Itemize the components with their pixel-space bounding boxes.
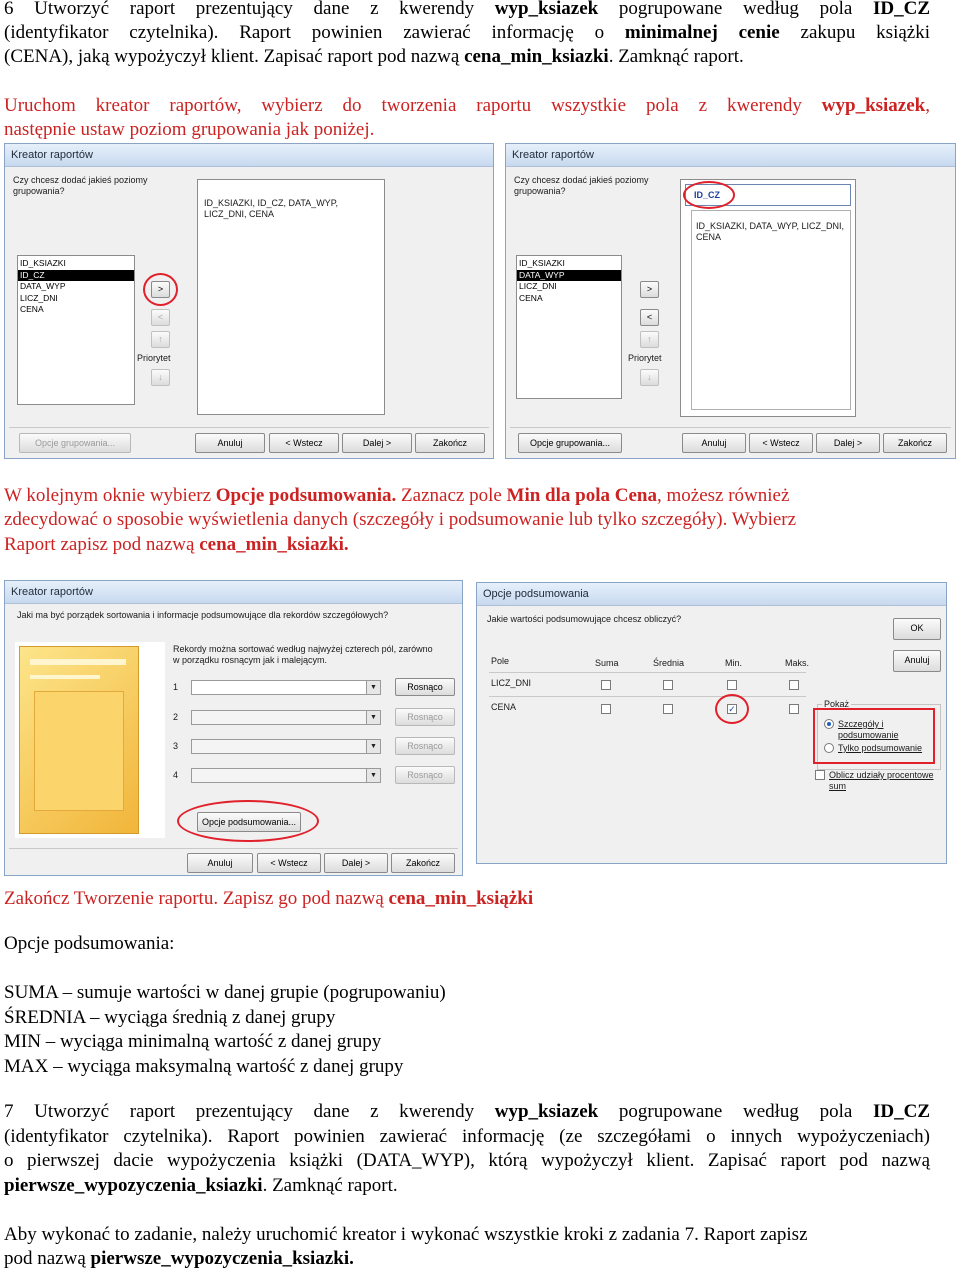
finish-button[interactable]: Zakończ <box>391 853 455 873</box>
highlight-summary-options <box>177 800 319 842</box>
bold-text-run: pierwsze_wypozyczenia_ksiazki. <box>90 1248 354 1269</box>
summary-question: Jakie wartości podsumowujące chcesz obliczyć? <box>487 614 682 624</box>
highlight-group-level <box>683 181 735 209</box>
text-run: (identyfikator czytelnika). Raport powinien zawierać informację o <box>4 22 625 43</box>
text-run: (CENA), jaką wypożyczył klient. Zapisać raport pod nazwą <box>4 46 465 67</box>
divider <box>510 427 951 428</box>
text-run: Uruchom kreator raportów, wybierz do tworzenia raportu wszystkie pola z kwerendy <box>4 95 822 116</box>
dialog-title: Opcje podsumowania <box>477 583 946 606</box>
priority-up-button[interactable] <box>640 331 659 348</box>
text-run: pogrupowane według pola <box>598 0 873 19</box>
summary-options-button[interactable]: Opcje podsumowania... <box>197 812 301 832</box>
group-level-label: ID_CZ <box>694 190 721 200</box>
col-sum-header: Suma <box>595 658 619 668</box>
col-min-header: Min. <box>725 658 743 668</box>
sort-order-button[interactable]: Rosnąco <box>395 766 455 784</box>
preview-text: ID_KSIAZKI, DATA_WYP, LICZ_DNI, CENA <box>696 221 845 242</box>
task6-line-3 <box>4 45 930 70</box>
sum-checkbox[interactable] <box>601 680 611 690</box>
list-item-selected[interactable]: DATA_WYP <box>517 270 621 282</box>
col-max-header: Maks. <box>785 658 810 668</box>
col-avg-header: Średnia <box>653 658 685 668</box>
arrow-down-icon: ↓ <box>647 372 652 382</box>
list-item-selected[interactable]: ID_CZ <box>18 270 134 282</box>
dialog-title: Kreator raportów <box>5 144 493 167</box>
sum-checkbox[interactable] <box>601 704 611 714</box>
priority-up-button[interactable] <box>151 331 170 348</box>
bold-text-run: ID_CZ <box>873 1101 931 1122</box>
remove-level-button[interactable]: < <box>151 309 170 326</box>
summary-item: ŚREDNIA – wyciąga średnią z danej grupy <box>4 1007 336 1028</box>
detail-box <box>691 210 851 410</box>
task7-line-1 <box>4 1100 930 1125</box>
divider <box>9 848 458 849</box>
summary-only-label: Tylko podsumowanie <box>838 743 923 753</box>
dialog-title: Kreator raportów <box>506 144 955 167</box>
add-level-button[interactable]: > <box>640 281 659 298</box>
divider <box>489 696 806 697</box>
arrow-up-icon: ↑ <box>647 334 652 344</box>
bold-text-run: pierwsze_wypozyczenia_ksiazki <box>4 1175 263 1196</box>
report-wizard-grouping-dialog-2 <box>505 143 956 459</box>
text-run: Raport zapisz pod nazwą <box>4 534 200 555</box>
text-run: W kolejnym oknie wybierz <box>4 485 216 506</box>
text-run: 7 Utworzyć raport prezentujący dane z kwerendy <box>4 1101 495 1122</box>
text-run: Aby wykonać to zadanie, należy uruchomić kreator i wykonać wszystkie kroki z zadania 7. Raport zapisz <box>4 1224 808 1245</box>
cancel-button[interactable]: Anuluj <box>682 433 746 453</box>
bold-text-run: Min dla pola Cena <box>506 485 657 506</box>
back-button[interactable]: < Wstecz <box>257 853 321 873</box>
priority-label: Priorytet <box>628 353 662 363</box>
max-checkbox[interactable] <box>789 704 799 714</box>
sorting-preview-image <box>15 642 165 838</box>
sort-field-combo[interactable] <box>191 710 381 725</box>
dialog-title: Kreator raportów <box>5 581 462 604</box>
next-button[interactable]: Dalej > <box>816 433 880 453</box>
text-run: Zakończ Tworzenie raportu. Zapisz go pod nazwą <box>4 888 389 909</box>
text-run: zdecydować o sposobie wyświetlenia danych (szczegóły i podsumowanie lub tylko szczegóły). Wybierz <box>4 509 797 530</box>
text-run: o pierwszej dacie wypożyczenia książki (DATA_WYP), którą wypożyczył klient. Zapisać raport pod nazwą <box>4 1150 930 1171</box>
text-run: Zaznacz pole <box>396 485 507 506</box>
sort-row-number: 1 <box>173 682 179 692</box>
bold-text-run: cena_min_ksiazki <box>464 46 609 67</box>
sort-order-button[interactable]: Rosnąco <box>395 737 455 755</box>
task6-line-1 <box>4 0 930 22</box>
text-run: . Zamknąć raport. <box>262 1175 398 1196</box>
text-run: pod nazwą <box>4 1248 91 1269</box>
detail-and-summary-label: Szczegóły i podsumowanie <box>838 719 899 740</box>
sort-order-button[interactable]: Rosnąco <box>395 708 455 726</box>
text-run: . Zamknąć raport. <box>608 46 744 67</box>
text-run: zakupu książki <box>779 22 930 43</box>
ok-button[interactable]: OK <box>893 618 941 640</box>
cancel-button[interactable]: Anuluj <box>893 650 941 672</box>
text-run: 6 Utworzyć raport prezentujący dane z kwerendy <box>4 0 495 19</box>
back-button[interactable]: < Wstecz <box>749 433 813 453</box>
bold-text-run: cena_min_książki <box>388 888 534 909</box>
text-run: , możesz również <box>656 485 790 506</box>
text-run: , <box>925 95 930 116</box>
text-run: następnie ustaw poziom grupowania jak poniżej. <box>4 119 375 140</box>
arrow-up-icon: ↑ <box>158 334 163 344</box>
grouping-preview <box>197 179 385 415</box>
grouping-question: Czy chcesz dodać jakieś poziomy grupowania? <box>514 175 649 196</box>
sort-order-button[interactable]: Rosnąco <box>395 678 455 696</box>
finish-button[interactable]: Zakończ <box>883 433 947 453</box>
col-field-header: Pole <box>491 656 510 666</box>
report-thumbnail <box>19 646 139 834</box>
sort-row-number: 4 <box>173 770 179 780</box>
summary-item: MIN – wyciąga minimalną wartość z danej grupy <box>4 1031 382 1052</box>
summary-options-dialog <box>476 582 947 864</box>
highlight-add-button <box>143 273 178 306</box>
sort-field-combo[interactable] <box>191 768 381 783</box>
bold-text-run: ID_CZ <box>873 0 931 19</box>
report-wizard-grouping-dialog-1 <box>4 143 494 459</box>
bold-text-run: wyp_ksiazek <box>494 0 599 19</box>
field-name: LICZ_DNI <box>491 678 532 688</box>
chevron-down-icon: ▼ <box>366 681 380 694</box>
arrow-down-icon: ↓ <box>158 372 163 382</box>
grouping-question: Czy chcesz dodać jakieś poziomy grupowania? <box>13 175 148 196</box>
sorting-hint: Rekordy można sortować według najwyżej czterech pól, zarówno w porządku rosnącym jak i malejącym. <box>173 644 433 665</box>
sort-row-number: 3 <box>173 741 179 751</box>
back-button[interactable]: < Wstecz <box>269 433 339 453</box>
task6-line-2 <box>4 21 930 46</box>
sort-field-combo[interactable] <box>191 739 381 754</box>
show-label: Pokaż <box>824 699 850 709</box>
list-item[interactable]: ID_KSIAZKI <box>20 258 66 268</box>
list-item[interactable]: CENA <box>20 304 44 314</box>
next-button[interactable]: Dalej > <box>342 433 412 453</box>
bold-text-run: Opcje podsumowania. <box>215 485 397 506</box>
sort-field-combo[interactable] <box>191 680 381 695</box>
list-item[interactable]: LICZ_DNI <box>519 281 557 291</box>
bold-text-run: cena_min_ksiazki. <box>199 534 349 555</box>
priority-down-button[interactable] <box>151 369 170 386</box>
task7-line-2 <box>4 1125 930 1150</box>
list-item[interactable]: CENA <box>519 292 543 303</box>
task7-line-3 <box>4 1149 930 1174</box>
list-item[interactable]: ID_KSIAZKI <box>519 258 565 268</box>
highlight-min-checkbox <box>715 694 749 724</box>
chevron-down-icon: ▼ <box>366 711 380 724</box>
divider <box>9 427 489 428</box>
bold-text-run: wyp_ksiazek <box>821 95 926 116</box>
fields-listbox[interactable] <box>17 255 135 405</box>
min-checkbox[interactable] <box>727 680 737 690</box>
preview-text: ID_KSIAZKI, ID_CZ, DATA_WYP, LICZ_DNI, CENA <box>204 198 339 219</box>
instruction-summary-line-1 <box>4 484 930 509</box>
fields-listbox[interactable] <box>516 255 622 399</box>
bold-text-run: minimalnej cenie <box>624 22 780 43</box>
avg-checkbox[interactable] <box>663 680 673 690</box>
instruction-wizard-line-1 <box>4 94 930 119</box>
summary-item: SUMA – sumuje wartości w danej grupie (pogrupowaniu) <box>4 982 446 1003</box>
bold-text-run: wyp_ksiazek <box>494 1101 599 1122</box>
max-checkbox[interactable] <box>789 680 799 690</box>
highlight-show-options <box>813 708 935 764</box>
grouping-options-button[interactable]: Opcje grupowania... <box>518 433 622 453</box>
next-button[interactable]: Dalej > <box>324 853 388 873</box>
priority-down-button[interactable] <box>640 369 659 386</box>
divider <box>489 672 806 673</box>
task7-note-line-2 <box>4 1247 930 1272</box>
chevron-down-icon: ▼ <box>366 740 380 753</box>
instruction-wizard-line-2 <box>4 118 930 143</box>
sort-row-number: 2 <box>173 712 179 722</box>
text-run: (identyfikator czytelnika). Raport powinien zawierać informację (ze szczegółami o innych wypożyczeniach) <box>4 1126 930 1147</box>
avg-checkbox[interactable] <box>663 704 673 714</box>
grouping-preview <box>680 179 856 417</box>
percent-label: Oblicz udziały procentowe sum <box>829 770 934 791</box>
task7-note-line-1 <box>4 1223 930 1248</box>
checkmark-icon: ✓ <box>728 704 736 714</box>
priority-label: Priorytet <box>137 353 171 363</box>
chevron-down-icon: ▼ <box>366 769 380 782</box>
sorting-question: Jaki ma być porządek sortowania i informacje podsumowujące dla rekordów szczegółowych? <box>17 610 389 620</box>
percent-checkbox[interactable] <box>815 770 825 780</box>
cancel-button[interactable]: Anuluj <box>195 433 265 453</box>
report-wizard-sorting-dialog <box>4 580 463 876</box>
instruction-summary-line-2 <box>4 508 930 533</box>
finish-button[interactable]: Zakończ <box>415 433 485 453</box>
instruction-finish-line <box>4 887 930 912</box>
add-level-button[interactable]: > <box>151 281 170 298</box>
text-run: pogrupowane według pola <box>598 1101 873 1122</box>
list-item[interactable]: LICZ_DNI <box>20 292 58 303</box>
instruction-summary-line-3 <box>4 533 930 558</box>
list-item[interactable]: DATA_WYP <box>20 281 66 291</box>
cancel-button[interactable]: Anuluj <box>187 853 253 873</box>
grouping-options-button[interactable]: Opcje grupowania... <box>19 433 131 453</box>
remove-level-button[interactable]: < <box>640 309 659 326</box>
task7-line-4 <box>4 1174 930 1199</box>
summary-item: MAX – wyciąga maksymalną wartość z danej grupy <box>4 1056 404 1077</box>
summary-heading: Opcje podsumowania: <box>4 933 175 954</box>
field-name: CENA <box>491 702 517 712</box>
